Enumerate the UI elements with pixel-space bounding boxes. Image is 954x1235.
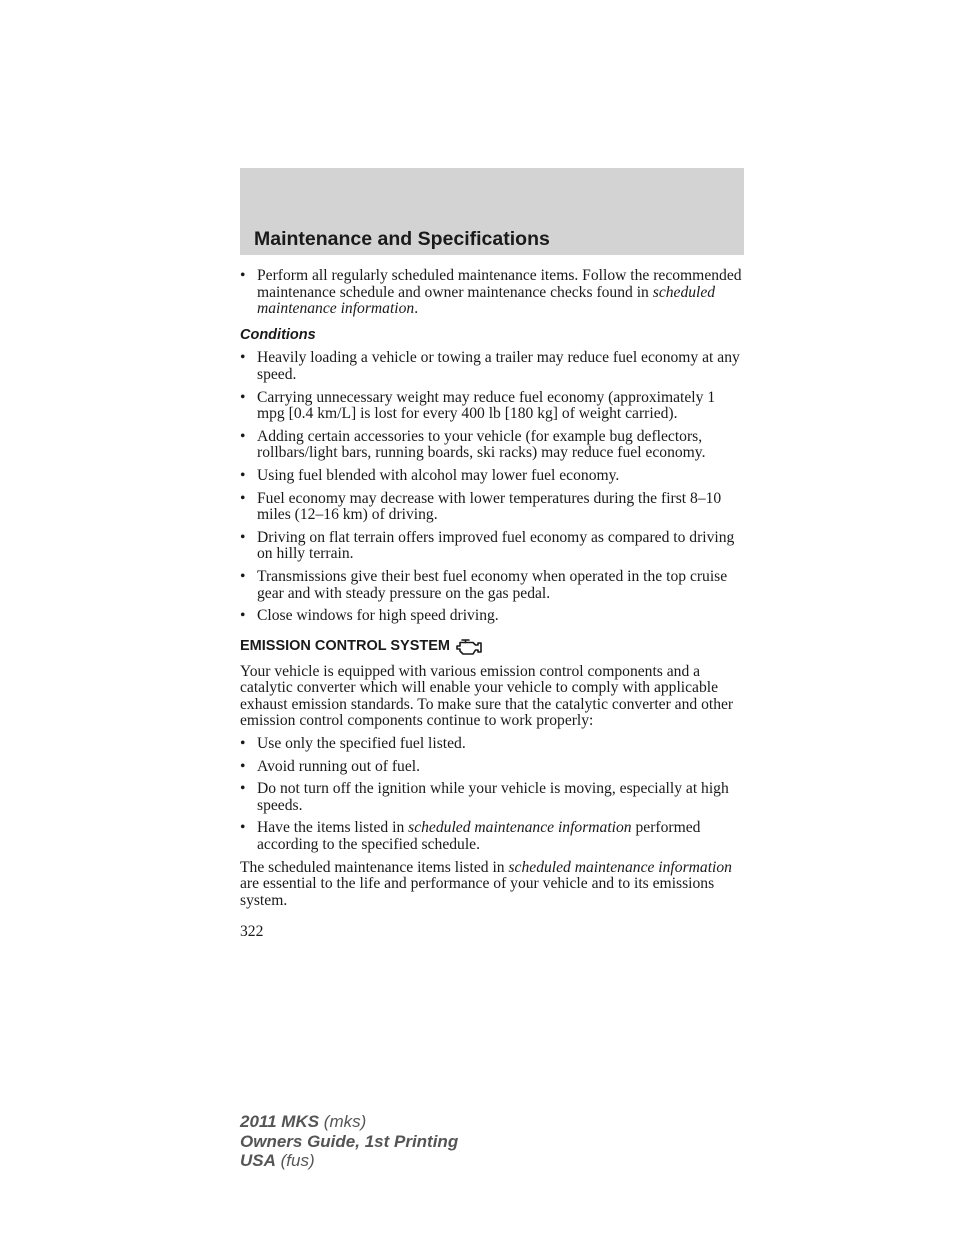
- section-header-band: [240, 168, 744, 255]
- list-item-text: Do not turn off the ignition while your vehicle is moving, especially at high speeds.: [257, 780, 729, 814]
- list-item: [240, 268, 746, 318]
- bullet-icon: •: [240, 757, 246, 775]
- list-item: [240, 820, 746, 853]
- bullet-icon: •: [240, 528, 246, 546]
- emphasized-text: scheduled maintenance information: [508, 858, 732, 876]
- section-title: Maintenance and Specifications: [254, 228, 550, 250]
- page-content: [240, 268, 746, 941]
- list-item: [240, 736, 746, 753]
- list-item-text: Close windows for high speed driving.: [257, 607, 499, 625]
- bullet-icon: •: [240, 735, 246, 753]
- emphasized-text: scheduled maintenance information: [408, 819, 632, 837]
- emission-control-heading: [240, 637, 746, 657]
- bullet-icon: •: [240, 388, 246, 406]
- bullet-icon: •: [240, 819, 246, 837]
- emission-heading-text: EMISSION CONTROL SYSTEM: [240, 638, 451, 655]
- list-item-text: Using fuel blended with alcohol may lower fuel economy.: [257, 466, 620, 484]
- footer-line-edition: Owners Guide, 1st Printing: [240, 1131, 459, 1151]
- footer-market-code: (fus): [275, 1151, 315, 1170]
- emission-list: [240, 736, 746, 854]
- list-item: [240, 530, 746, 563]
- list-item: [240, 759, 746, 776]
- bullet-icon: •: [240, 427, 246, 445]
- list-item-text: Transmissions give their best fuel economy when operated in the top cruise gear and with steady pressure on the gas pedal.: [257, 567, 728, 602]
- bullet-icon: •: [240, 267, 246, 284]
- footer-model-code: (mks): [319, 1112, 367, 1131]
- footer-market: USA: [240, 1151, 276, 1170]
- engine-icon: [454, 637, 484, 657]
- emission-intro-paragraph: Your vehicle is equipped with various emission control components and a catalytic converter which will enable your vehicle to comply with applicable exhaust emission standards. To make sure that the catalytic converter and other emission control components continue to work properly:: [240, 662, 734, 730]
- bullet-icon: •: [240, 567, 246, 585]
- conditions-heading: Conditions: [240, 326, 316, 343]
- conditions-list: [240, 350, 746, 624]
- list-item-text: Perform all regularly scheduled maintenance items. Follow the recommended maintenance schedule and owner maintenance checks found in: [257, 267, 742, 301]
- list-item-text: Carrying unnecessary weight may reduce fuel economy (approximately 1 mpg [0.4 km/L] is lost for every 400 lb [180 kg] of weight carried).: [257, 388, 716, 423]
- page-number: 322: [240, 923, 264, 941]
- list-item: [240, 468, 746, 485]
- emission-closing-paragraph: [240, 860, 746, 910]
- bullet-icon: •: [240, 607, 246, 625]
- bullet-icon: •: [240, 466, 246, 484]
- footer-model: 2011 MKS: [240, 1112, 320, 1131]
- list-item: [240, 350, 746, 383]
- list-item-text: Heavily loading a vehicle or towing a trailer may reduce fuel economy at any speed.: [257, 349, 740, 383]
- list-item: [240, 429, 746, 462]
- closing-text: The scheduled maintenance items listed in: [240, 858, 509, 876]
- list-item: [240, 491, 746, 524]
- bullet-icon: •: [240, 489, 246, 507]
- intro-list: [240, 268, 746, 318]
- footer-line-model: [240, 1112, 458, 1132]
- list-item: [240, 569, 746, 602]
- emphasized-text: scheduled maintenance information: [257, 283, 716, 318]
- list-item-tail: .: [414, 300, 419, 318]
- footer-line-market: [240, 1151, 458, 1171]
- bullet-icon: •: [240, 780, 246, 798]
- bullet-icon: •: [240, 349, 246, 367]
- list-item: [240, 608, 746, 625]
- list-item: [240, 390, 746, 423]
- document-footer: [240, 1112, 458, 1171]
- list-item-tail: performed according to the specified schedule.: [257, 819, 701, 854]
- list-item-text: Driving on flat terrain offers improved fuel economy as compared to driving on hilly terrain.: [257, 528, 735, 563]
- list-item-text: Avoid running out of fuel.: [257, 757, 420, 775]
- list-item-text: Fuel economy may decrease with lower temperatures during the first 8–10 miles (12–16 km) of driving.: [257, 489, 722, 524]
- list-item: [240, 781, 746, 814]
- list-item-text: Have the items listed in: [257, 819, 409, 837]
- list-item-text: Adding certain accessories to your vehicle (for example bug deflectors, rollbars/light bars, running boards, ski racks) may reduce fuel economy.: [257, 427, 706, 462]
- list-item-text: Use only the specified fuel listed.: [257, 735, 466, 753]
- closing-tail: are essential to the life and performance of your vehicle and to its emissions system.: [240, 875, 715, 909]
